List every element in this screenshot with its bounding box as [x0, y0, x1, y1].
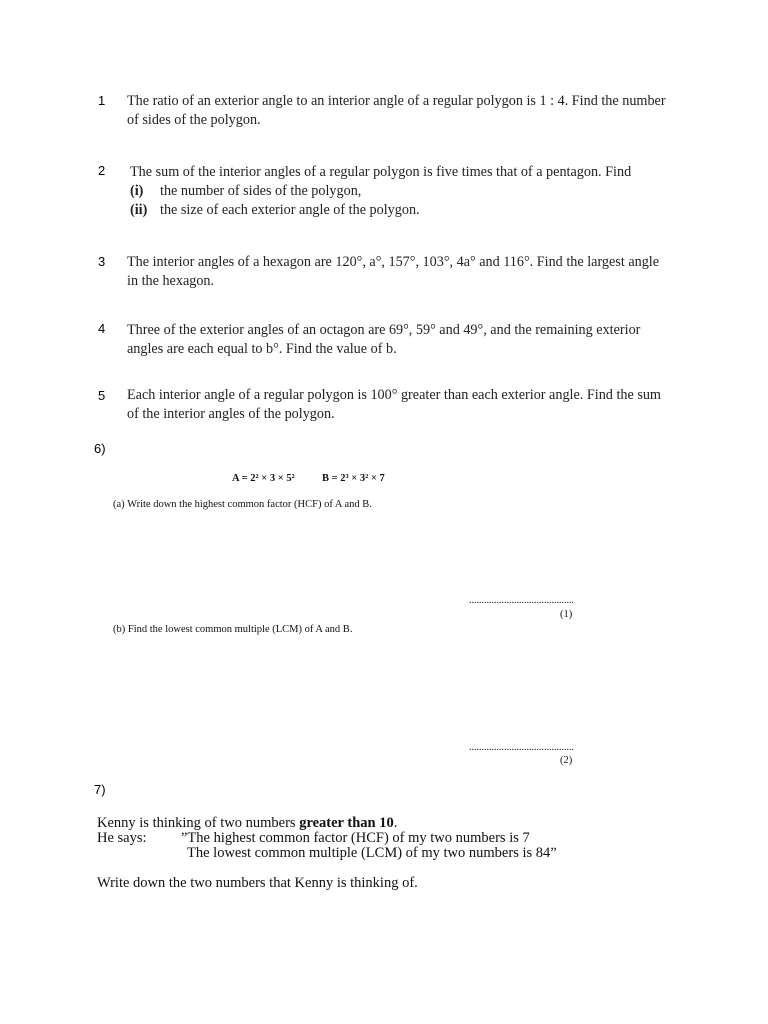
part-text: the size of each exterior angle of the polygon.	[160, 202, 420, 218]
question-number: 2	[98, 163, 106, 178]
question-line: of sides of the polygon.	[127, 112, 261, 128]
mark-b: (2)	[560, 755, 573, 766]
part-text: the number of sides of the polygon,	[160, 183, 362, 199]
question-text	[127, 321, 640, 359]
formula-a: A = 2² × 3 × 5²	[232, 473, 295, 484]
q7-line1-start: Kenny is thinking of two numbers	[97, 815, 300, 831]
question-number: 6)	[94, 441, 106, 456]
question-line: The interior angles of a hexagon are 120°, a°, 157°, 103°, 4a° and 116°. Find the largest angle	[127, 254, 660, 270]
q7-line1-bold: greater than 10	[299, 815, 394, 831]
question-text	[127, 253, 659, 291]
answer-line-a: ..........................................	[469, 595, 574, 606]
question-number: 7)	[94, 782, 106, 797]
q7-instruction: Write down the two numbers that Kenny is thinking of.	[97, 875, 418, 891]
question-text	[127, 92, 666, 130]
q7-line1	[97, 816, 397, 831]
q7-quote2: The lowest common multiple (LCM) of my two numbers is 84”	[187, 845, 557, 861]
question-line: angles are each equal to b°. Find the value of b.	[127, 341, 397, 357]
part-tag: (i)	[130, 183, 144, 199]
part-a-text: (a) Write down the highest common factor (HCF) of A and B.	[113, 499, 372, 510]
question-line: The ratio of an exterior angle to an interior angle of a regular polygon is 1 : 4. Find the number	[127, 93, 666, 109]
q7-line1-end: .	[393, 815, 398, 831]
question-line: Three of the exterior angles of an octagon are 69°, 59° and 49°, and the remaining exterior	[127, 322, 641, 338]
mark-a: (1)	[560, 609, 573, 620]
question-line: of the interior angles of the polygon.	[127, 406, 335, 422]
question-number: 4	[98, 321, 106, 336]
question-line: The sum of the interior angles of a regular polygon is five times that of a pentagon. Find	[130, 164, 632, 180]
question-text	[127, 386, 661, 424]
part-b-text: (b) Find the lowest common multiple (LCM) of A and B.	[113, 624, 353, 635]
question-number: 5	[98, 388, 106, 403]
question-part	[130, 201, 631, 220]
question-part	[130, 182, 631, 201]
part-tag: (ii)	[130, 202, 148, 218]
q7-he-says: He says:	[97, 830, 147, 846]
q7-quote1: ”The highest common factor (HCF) of my two numbers is 7	[181, 830, 530, 846]
formula-b: B = 2³ × 3² × 7	[322, 473, 385, 484]
answer-line-b: ..........................................	[469, 742, 574, 753]
question-number: 1	[98, 93, 106, 108]
question-number: 3	[98, 254, 106, 269]
question-line: Each interior angle of a regular polygon is 100° greater than each exterior angle. Find the sum	[127, 387, 661, 403]
question-line: in the hexagon.	[127, 273, 215, 289]
question-text	[130, 163, 631, 220]
